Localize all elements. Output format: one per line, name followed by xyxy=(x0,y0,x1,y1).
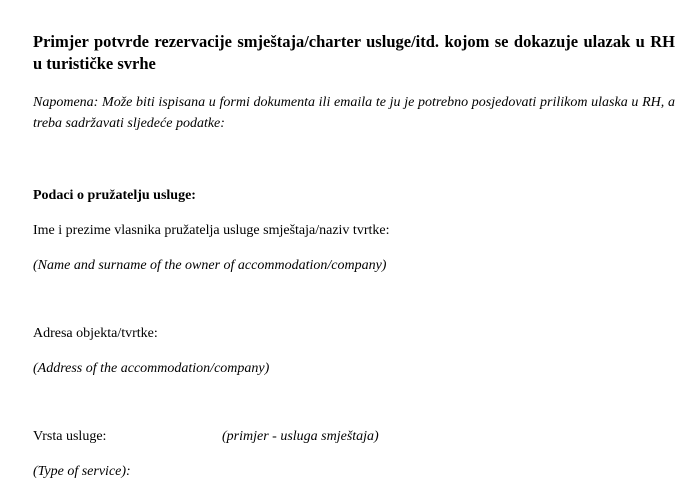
service-label-en: (Type of service): xyxy=(33,464,131,479)
document-title: Primjer potvrde rezervacije smještaja/charter usluge/itd. kojom se dokazuje ulazak u RH u turističke svrhe xyxy=(33,32,675,73)
address-label: Adresa objekta/tvrtke: xyxy=(33,326,158,341)
service-label: Vrsta usluge: xyxy=(33,429,107,444)
address-label-en: (Address of the accommodation/company) xyxy=(33,361,270,376)
owner-label-en: (Name and surname of the owner of accommodation/company) xyxy=(33,258,387,273)
service-example: (primjer - usluga smještaja) xyxy=(222,429,379,444)
document-note: Napomena: Može biti ispisana u formi dokumenta ili emaila te ju je potrebno posjedovati prilikom ulaska u RH, a treba sadržavati sljedeće podatke: xyxy=(33,95,675,131)
section-heading-provider: Podaci o pružatelju usluge: xyxy=(33,188,196,203)
owner-label: Ime i prezime vlasnika pružatelja usluge smještaja/naziv tvrtke: xyxy=(33,223,390,238)
